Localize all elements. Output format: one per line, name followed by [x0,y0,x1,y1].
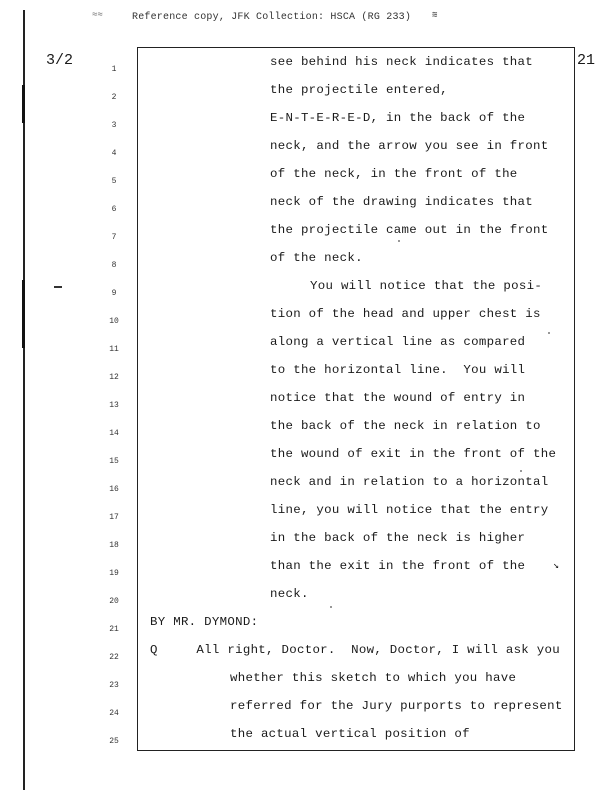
pen-mark: ↘ [553,561,560,572]
transcript-line: notice that the wound of entry in [270,391,526,405]
transcript-line: than the exit in the front of the [270,559,526,573]
transcript-line: the back of the neck in relation to [270,419,541,433]
line-number: 16 [109,485,119,494]
line-number: 4 [111,149,117,158]
left-margin-mark [22,280,25,348]
line-number: 9 [111,289,117,298]
transcript-line: the actual vertical position of [230,727,470,741]
transcript-line: to the horizontal line. You will [270,363,526,377]
transcript-line: neck of the drawing indicates that [270,195,534,209]
transcript-line: You will notice that the posi- [310,279,543,293]
line-number: 2 [111,93,117,102]
speck [520,470,522,472]
line-number: 21 [109,625,119,634]
line-number: 10 [109,317,119,326]
transcript-line: E-N-T-E-R-E-D, in the back of the [270,111,526,125]
speck [548,332,550,334]
transcript-line: the projectile came out in the front [270,223,549,237]
transcript-line: of the neck, in the front of the [270,167,518,181]
transcript-line: the wound of exit in the front of the [270,447,557,461]
stamp-smudge: ≈≈ [92,10,103,20]
line-number: 6 [111,205,117,214]
line-number: 1 [111,65,117,74]
line-number: 12 [109,373,119,382]
transcript-line: neck. [270,587,309,601]
transcript-line: referred for the Jury purports to represent [230,699,563,713]
left-margin-dash [54,286,62,288]
line-number: 14 [109,429,119,438]
transcript-line: neck and in relation to a horizontal [270,475,549,489]
line-number: 20 [109,597,119,606]
transcript-line: see behind his neck indicates that [270,55,534,69]
line-number: 25 [109,737,119,746]
transcript-line: along a vertical line as compared [270,335,526,349]
line-number: 7 [111,233,117,242]
line-number: 8 [111,261,117,270]
transcript-line: the projectile entered, [270,83,448,97]
reference-header: Reference copy, JFK Collection: HSCA (RG 233) [132,12,412,23]
transcript-line: tion of the head and upper chest is [270,307,541,321]
transcript-line: of the neck. [270,251,363,265]
left-margin-mark [22,85,25,123]
transcript-line: line, you will notice that the entry [270,503,549,517]
transcript-line: BY MR. DYMOND: [150,615,259,629]
left-margin-rule [23,10,25,790]
transcript-line: in the back of the neck is higher [270,531,526,545]
line-number: 17 [109,513,119,522]
line-number: 13 [109,401,119,410]
line-number: 11 [109,345,119,354]
line-number: 5 [111,177,117,186]
line-number: 22 [109,653,119,662]
speck [330,606,332,608]
side-reference: 3/2 [46,52,74,69]
line-number: 24 [109,709,119,718]
line-number: 19 [109,569,119,578]
line-number: 18 [109,541,119,550]
page-number: 21 [577,52,596,69]
line-number: 15 [109,457,119,466]
line-number: 3 [111,121,117,130]
stamp-smudge: ≋ [432,10,438,20]
line-number: 23 [109,681,119,690]
transcript-line: Q All right, Doctor. Now, Doctor, I will ask you [150,643,560,657]
transcript-line: neck, and the arrow you see in front [270,139,549,153]
speck [398,240,400,242]
transcript-line: whether this sketch to which you have [230,671,517,685]
